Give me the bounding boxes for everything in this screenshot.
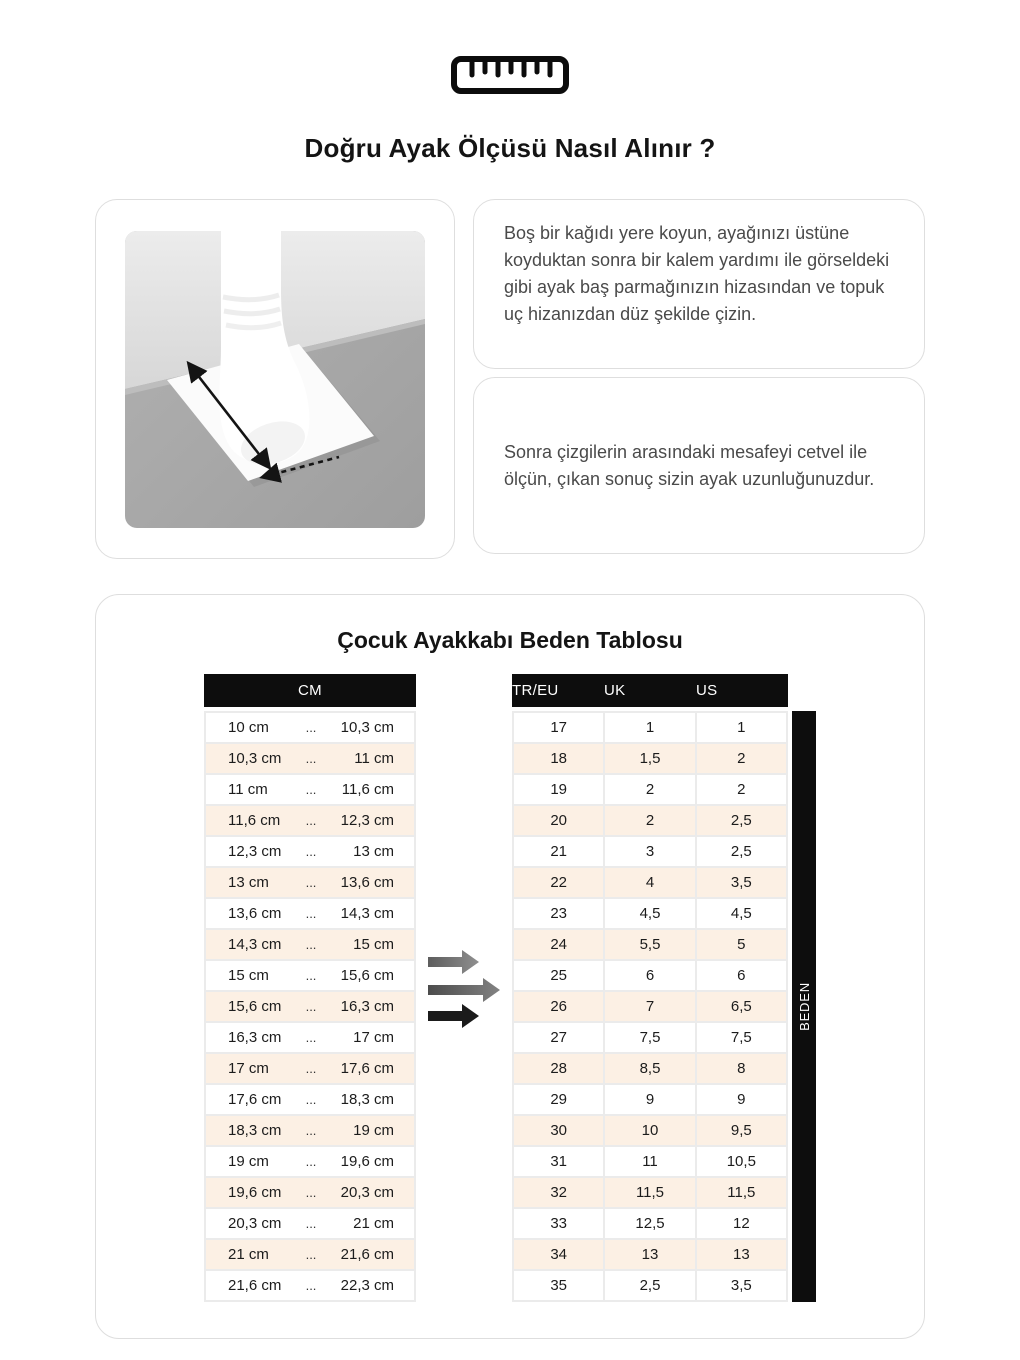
range-separator: ... — [305, 1216, 317, 1231]
range-separator: ... — [305, 906, 317, 921]
size-cell-uk: 13 — [605, 1240, 694, 1269]
cm-min: 19,6 cm — [228, 1184, 282, 1201]
size-cell-tr_eu: 31 — [514, 1147, 603, 1176]
range-separator: ... — [305, 1123, 317, 1138]
hero-section — [95, 55, 925, 164]
cm-max: 14,3 cm — [340, 905, 394, 922]
cm-min: 10 cm — [228, 719, 269, 736]
size-cell-uk: 5,5 — [605, 930, 694, 959]
size-cell-tr_eu: 35 — [514, 1271, 603, 1300]
size-cell-tr_eu: 26 — [514, 992, 603, 1021]
beden-side-bar — [792, 711, 816, 1302]
size-cell-uk: 7,5 — [605, 1023, 694, 1052]
cm-range-row — [206, 1209, 414, 1238]
cm-min: 15,6 cm — [228, 998, 282, 1015]
cm-range-row — [206, 868, 414, 897]
range-separator: ... — [305, 999, 317, 1014]
ruler-icon — [450, 55, 570, 100]
range-separator: ... — [305, 1092, 317, 1107]
size-cell-us: 2 — [697, 775, 786, 804]
size-cell-tr_eu: 27 — [514, 1023, 603, 1052]
cm-min: 20,3 cm — [228, 1215, 282, 1232]
range-separator: ... — [305, 875, 317, 890]
size-cell-uk: 7 — [605, 992, 694, 1021]
size-cell-uk: 9 — [605, 1085, 694, 1114]
cm-min: 10,3 cm — [228, 750, 282, 767]
size-cell-tr_eu: 19 — [514, 775, 603, 804]
range-separator: ... — [305, 813, 317, 828]
cm-max: 15,6 cm — [340, 967, 394, 984]
instruction-card-measure — [473, 377, 925, 554]
size-cell-us: 3,5 — [697, 1271, 786, 1300]
cm-max: 18,3 cm — [340, 1091, 394, 1108]
size-cell-uk: 6 — [605, 961, 694, 990]
size-table-card — [95, 594, 925, 1339]
cm-min: 12,3 cm — [228, 843, 282, 860]
cm-range-row — [206, 775, 414, 804]
size-cell-us: 6 — [697, 961, 786, 990]
header-uk: UK — [604, 682, 626, 699]
instruction-card-draw — [473, 199, 925, 369]
range-separator: ... — [305, 720, 317, 735]
cm-range-row — [206, 1178, 414, 1207]
beden-label: BEDEN — [796, 982, 812, 1031]
cm-range-row — [206, 1054, 414, 1083]
cm-max: 16,3 cm — [340, 998, 394, 1015]
cm-max: 12,3 cm — [340, 812, 394, 829]
cm-min: 16,3 cm — [228, 1029, 282, 1046]
size-cell-us: 2,5 — [697, 806, 786, 835]
size-cell-tr_eu: 22 — [514, 868, 603, 897]
range-separator: ... — [305, 1278, 317, 1293]
size-cell-us: 9,5 — [697, 1116, 786, 1145]
cm-range-row — [206, 1271, 414, 1300]
header-tr-eu: TR/EU — [512, 682, 559, 699]
size-cell-us: 6,5 — [697, 992, 786, 1021]
intl-rows — [514, 713, 786, 1300]
cm-min: 19 cm — [228, 1153, 269, 1170]
size-cell-us: 2 — [697, 744, 786, 773]
size-cell-tr_eu: 20 — [514, 806, 603, 835]
instruction-text: Boş bir kağıdı yere koyun, ayağınızı üstüne koyduktan sonra bir kalem yardımı ile görseldeki gibi ayak baş parmağınızın hizasından ve topuk uç hizanızdan düz şekilde çizin. — [504, 223, 890, 324]
cm-min: 21,6 cm — [228, 1277, 282, 1294]
size-cell-tr_eu: 21 — [514, 837, 603, 866]
range-separator: ... — [305, 1185, 317, 1200]
page-title: Doğru Ayak Ölçüsü Nasıl Alınır ? — [304, 133, 716, 163]
cm-min: 11,6 cm — [228, 812, 281, 829]
cm-max: 13 cm — [353, 843, 394, 860]
cm-max: 17 cm — [353, 1029, 394, 1046]
cm-range-row — [206, 899, 414, 928]
cm-max: 10,3 cm — [340, 719, 394, 736]
cm-min: 17,6 cm — [228, 1091, 282, 1108]
size-cell-us: 8 — [697, 1054, 786, 1083]
size-cell-uk: 2 — [605, 775, 694, 804]
cm-max: 17,6 cm — [340, 1060, 394, 1077]
cm-range-row — [206, 713, 414, 742]
instruction-row — [95, 199, 925, 559]
cm-range-row — [206, 1240, 414, 1269]
size-cell-uk: 4,5 — [605, 899, 694, 928]
range-separator: ... — [305, 1154, 317, 1169]
cm-range-row — [206, 930, 414, 959]
cm-range-row — [206, 806, 414, 835]
cm-range-row — [206, 837, 414, 866]
cm-header: CM — [204, 674, 416, 707]
size-cell-us: 11,5 — [697, 1178, 786, 1207]
size-cell-us: 1 — [697, 713, 786, 742]
size-cell-tr_eu: 17 — [514, 713, 603, 742]
size-cell-tr_eu: 23 — [514, 899, 603, 928]
cm-range-row — [206, 992, 414, 1021]
size-cell-us: 12 — [697, 1209, 786, 1238]
size-cell-us: 5 — [697, 930, 786, 959]
cm-range-row — [206, 1147, 414, 1176]
size-cell-us: 3,5 — [697, 868, 786, 897]
cm-max: 19,6 cm — [340, 1153, 394, 1170]
cm-range-row — [206, 1085, 414, 1114]
size-cell-uk: 4 — [605, 868, 694, 897]
size-cell-tr_eu: 29 — [514, 1085, 603, 1114]
cm-range-table — [204, 674, 416, 1302]
cm-min: 13,6 cm — [228, 905, 282, 922]
size-cell-us: 7,5 — [697, 1023, 786, 1052]
size-cell-tr_eu: 33 — [514, 1209, 603, 1238]
size-cell-us: 4,5 — [697, 899, 786, 928]
cm-range-row — [206, 961, 414, 990]
size-cell-uk: 2 — [605, 806, 694, 835]
instruction-cards — [473, 199, 925, 554]
cm-max: 19 cm — [353, 1122, 394, 1139]
size-cell-uk: 2,5 — [605, 1271, 694, 1300]
range-separator: ... — [305, 1061, 317, 1076]
size-cell-uk: 12,5 — [605, 1209, 694, 1238]
cm-range-row — [206, 1116, 414, 1145]
range-separator: ... — [305, 1247, 317, 1262]
size-cell-uk: 11,5 — [605, 1178, 694, 1207]
size-cell-us: 13 — [697, 1240, 786, 1269]
intl-header-row — [512, 674, 788, 707]
foot-on-paper-photo — [125, 231, 425, 528]
range-separator: ... — [305, 968, 317, 983]
cm-min: 21 cm — [228, 1246, 269, 1263]
header-us: US — [696, 682, 718, 699]
size-cell-tr_eu: 34 — [514, 1240, 603, 1269]
cm-min: 18,3 cm — [228, 1122, 282, 1139]
cm-max: 22,3 cm — [340, 1277, 394, 1294]
size-cell-us: 10,5 — [697, 1147, 786, 1176]
size-cell-tr_eu: 24 — [514, 930, 603, 959]
instruction-text: Sonra çizgilerin arasındaki mesafeyi cetvel ile ölçün, çıkan sonuç sizin ayak uzunluğunuzdur. — [504, 441, 875, 489]
size-guide-page — [95, 0, 925, 1339]
cm-min: 15 cm — [228, 967, 269, 984]
size-cell-tr_eu: 30 — [514, 1116, 603, 1145]
cm-range-row — [206, 744, 414, 773]
size-cell-uk: 1 — [605, 713, 694, 742]
cm-max: 21 cm — [353, 1215, 394, 1232]
range-separator: ... — [305, 782, 317, 797]
cm-max: 13,6 cm — [340, 874, 394, 891]
cm-range-row — [206, 1023, 414, 1052]
range-separator: ... — [305, 1030, 317, 1045]
cm-max: 11,6 cm — [341, 781, 394, 798]
cm-rows — [206, 713, 414, 1300]
cm-max: 21,6 cm — [340, 1246, 394, 1263]
size-cell-uk: 11 — [605, 1147, 694, 1176]
size-cell-us: 2,5 — [697, 837, 786, 866]
size-cell-tr_eu: 18 — [514, 744, 603, 773]
size-cell-uk: 8,5 — [605, 1054, 694, 1083]
range-separator: ... — [305, 937, 317, 952]
range-separator: ... — [305, 751, 317, 766]
cm-min: 11 cm — [228, 781, 268, 798]
size-cell-uk: 3 — [605, 837, 694, 866]
range-separator: ... — [305, 844, 317, 859]
size-cell-tr_eu: 32 — [514, 1178, 603, 1207]
cm-max: 11 cm — [354, 750, 394, 767]
size-cell-uk: 10 — [605, 1116, 694, 1145]
arrow-zone — [416, 674, 512, 1302]
size-table-title: Çocuk Ayakkabı Beden Tablosu — [337, 627, 683, 653]
cm-max: 15 cm — [353, 936, 394, 953]
cm-rows-frame — [204, 711, 416, 1302]
intl-size-table — [512, 674, 788, 1302]
size-cell-tr_eu: 25 — [514, 961, 603, 990]
cm-max: 20,3 cm — [340, 1184, 394, 1201]
arrows-right-icon — [424, 946, 504, 1030]
size-tables — [96, 674, 924, 1302]
cm-min: 17 cm — [228, 1060, 269, 1077]
intl-rows-frame — [512, 711, 788, 1302]
size-cell-us: 9 — [697, 1085, 786, 1114]
size-cell-uk: 1,5 — [605, 744, 694, 773]
cm-min: 13 cm — [228, 874, 269, 891]
size-cell-tr_eu: 28 — [514, 1054, 603, 1083]
foot-photo-card — [95, 199, 455, 559]
cm-min: 14,3 cm — [228, 936, 282, 953]
